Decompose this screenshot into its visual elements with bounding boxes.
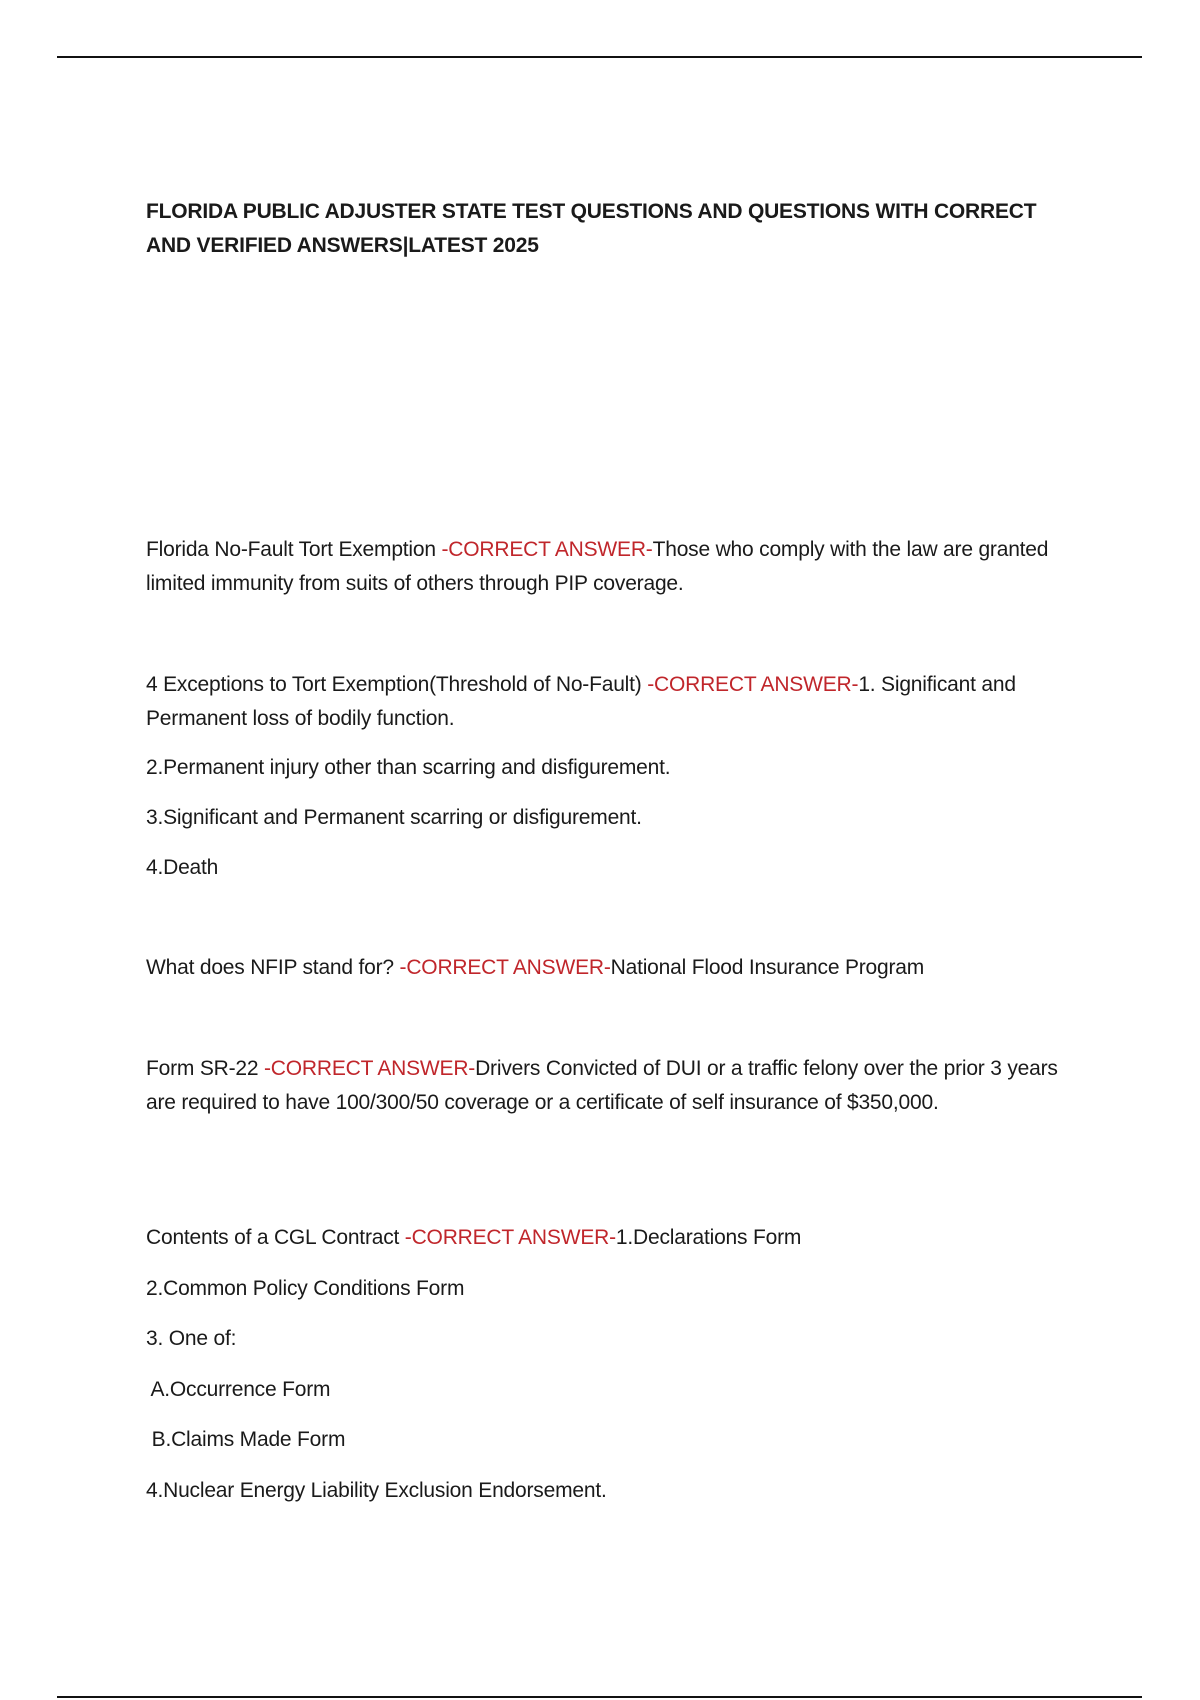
entry-4-answer: Drivers Convicted of DUI or a traffic felony over the prior 3 years are required to have 100/300/50 coverage or a certificate of self insurance of $350,000. [146,1057,1058,1114]
entry-2-term: 4 Exceptions to Tort Exemption(Threshold of No-Fault) [146,673,648,696]
entry-5-line-5: B.Claims Made Form [146,1428,346,1451]
header-rule [57,56,1142,58]
entry-2-marker: -CORRECT ANSWER- [647,673,859,696]
entry-4-marker: -CORRECT ANSWER- [264,1057,476,1080]
entry-3-marker: -CORRECT ANSWER- [399,956,611,979]
entry-5-line-3: 3. One of: [146,1327,237,1350]
entry-2-line-4: 4.Death [146,856,219,879]
entry-5-line-6: 4.Nuclear Energy Liability Exclusion Endorsement. [146,1479,607,1502]
entry-2-line-3: 3.Significant and Permanent scarring or disfigurement. [146,806,642,829]
entry-1-answer: Those who comply with the law are granted limited immunity from suits of others through PIP coverage. [146,538,1049,595]
entry-1-marker: -CORRECT ANSWER- [441,538,653,561]
entry-5-answer: 1.Declarations Form [615,1226,802,1249]
document-title: FLORIDA PUBLIC ADJUSTER STATE TEST QUESTIONS AND QUESTIONS WITH CORRECT AND VERIFIED ANSWERS|LATEST 2025 [146,200,1037,257]
entry-2-answer: 1. Significant and Permanent loss of bodily function. [146,673,1016,730]
entry-3 [146,951,1076,985]
entry-5-line-2: 2.Common Policy Conditions Form [146,1277,465,1300]
entry-4-term: Form SR-22 [146,1057,264,1080]
entry-5 [146,1221,1076,1255]
entry-3-answer: National Flood Insurance Program [610,956,925,979]
entry-5-term: Contents of a CGL Contract [146,1226,405,1249]
entry-3-term: What does NFIP stand for? [146,956,400,979]
entry-4 [146,1052,1076,1120]
footer-rule [57,1696,1142,1698]
entry-1 [146,533,1076,601]
entry-2 [146,668,1076,736]
entry-1-term: Florida No-Fault Tort Exemption [146,538,442,561]
entry-5-line-4: A.Occurrence Form [146,1378,331,1401]
entry-2-line-2: 2.Permanent injury other than scarring and disfigurement. [146,756,671,779]
entry-5-marker: -CORRECT ANSWER- [404,1226,616,1249]
